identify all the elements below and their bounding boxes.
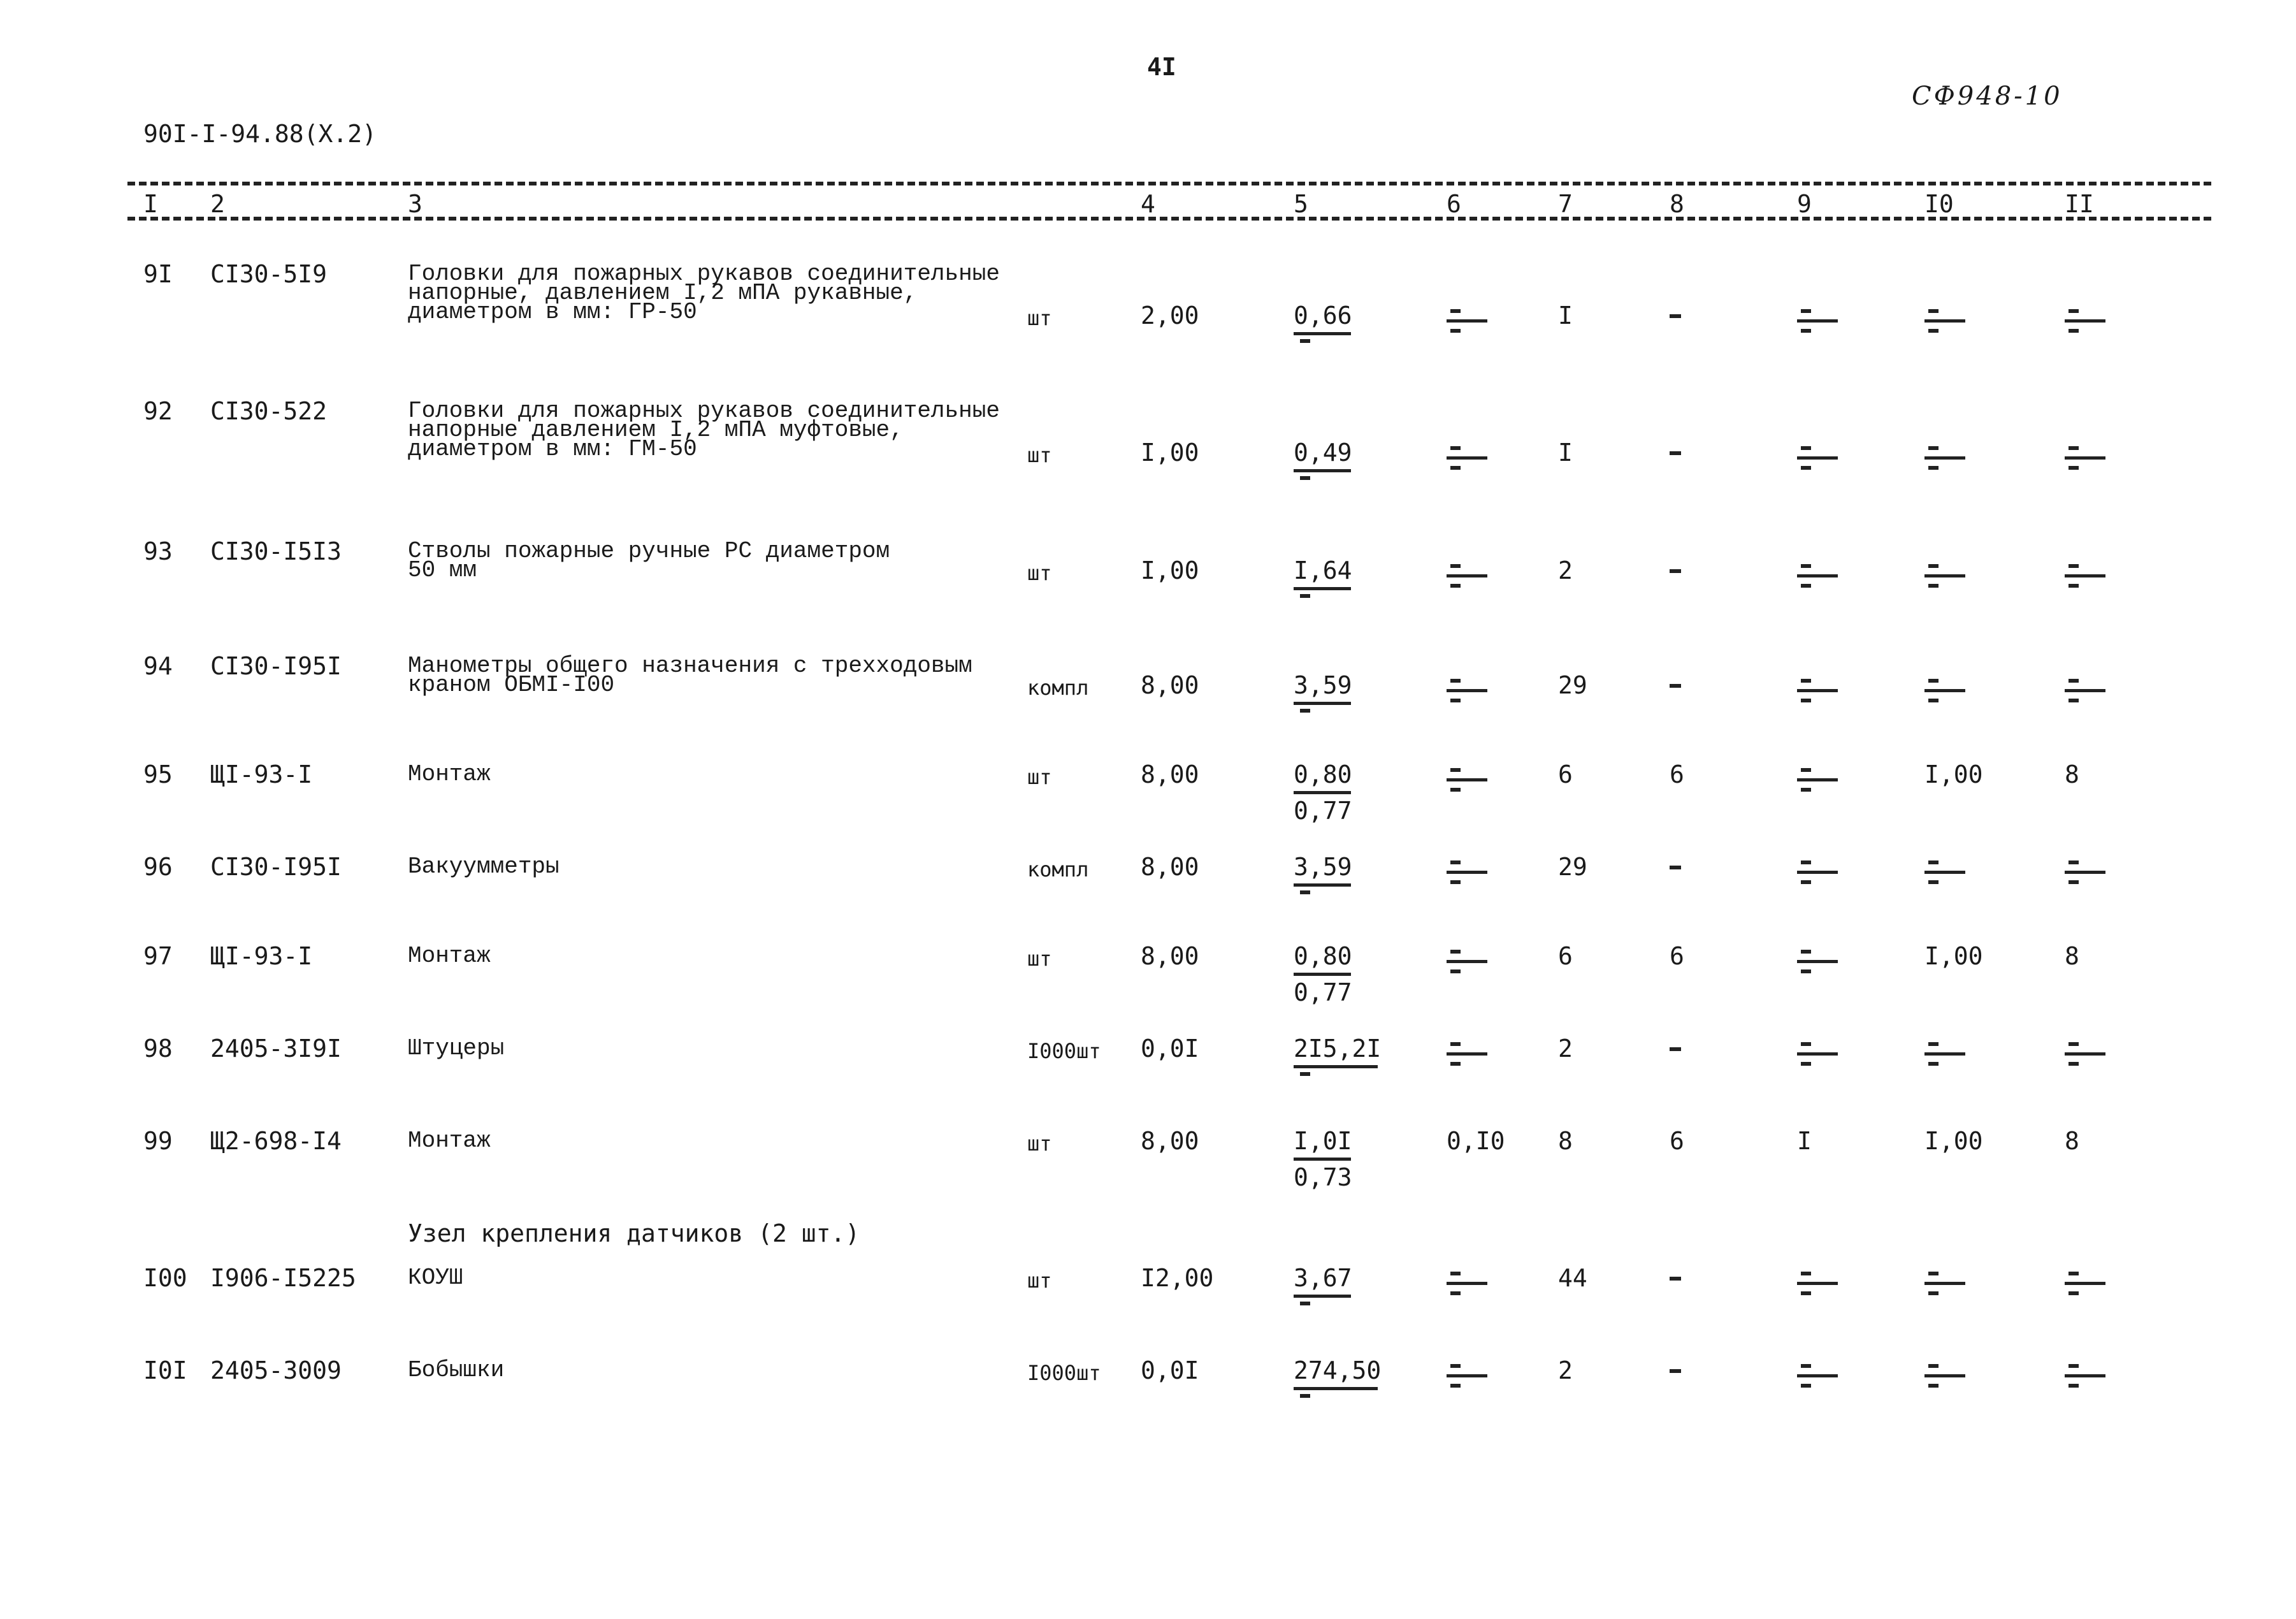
- row-col8-value: 6: [1670, 1127, 1684, 1155]
- row-unit: I000шт: [1027, 1039, 1101, 1063]
- row-quantity: 8,00: [1141, 760, 1199, 788]
- row-col9-value: I: [1797, 1127, 1812, 1155]
- col5-denominator: [1300, 476, 1310, 480]
- row-col7-value: 29: [1558, 853, 1587, 881]
- col5-numerator: 0,49: [1294, 439, 1352, 467]
- row-col8-value: [1670, 684, 1681, 688]
- column-header-9: 9: [1797, 190, 1812, 218]
- row-col6-value: 0,I0: [1447, 1127, 1505, 1155]
- row-col6-value: [1447, 564, 1491, 588]
- col5-denominator: 0,77: [1294, 797, 1352, 825]
- row-col7-value: 29: [1558, 671, 1587, 699]
- row-col11-value: 8: [2065, 1127, 2079, 1155]
- col5-numerator: 274,50: [1294, 1356, 1382, 1384]
- row-col8-value: [1670, 1277, 1681, 1281]
- row-code: СI30-I5I3: [210, 537, 342, 565]
- column-header-5: 5: [1294, 190, 1308, 218]
- row-col7-value: 8: [1558, 1127, 1573, 1155]
- col5-denominator: [1300, 1302, 1310, 1305]
- col5-denominator: 0,73: [1294, 1163, 1352, 1191]
- column-header-7: 7: [1558, 190, 1573, 218]
- row-col5-value: [1294, 853, 1352, 894]
- row-quantity: 8,00: [1141, 1127, 1199, 1155]
- row-col9-value: [1797, 1272, 1842, 1295]
- row-col7-value: 2: [1558, 1035, 1573, 1063]
- col5-numerator: 3,59: [1294, 671, 1352, 699]
- col5-numerator: 0,66: [1294, 301, 1352, 330]
- row-unit: шт: [1027, 947, 1052, 971]
- row-unit: компл: [1027, 676, 1089, 700]
- col5-denominator: [1300, 709, 1310, 713]
- row-col5-value: [1294, 760, 1352, 824]
- column-header-4: 4: [1141, 190, 1155, 218]
- row-col6-value: [1447, 768, 1491, 792]
- row-quantity: I,00: [1141, 556, 1199, 584]
- col5-numerator: 0,80: [1294, 942, 1352, 970]
- row-description: Монтаж: [408, 761, 491, 787]
- handwritten-note: СФ948-10: [1912, 82, 2063, 111]
- row-number: 98: [143, 1035, 173, 1063]
- row-col8-value: [1670, 569, 1681, 573]
- row-unit: I000шт: [1027, 1361, 1101, 1385]
- col5-denominator: [1300, 1072, 1310, 1076]
- row-unit: шт: [1027, 306, 1052, 330]
- row-col8-value: [1670, 314, 1681, 318]
- row-col5-value: [1294, 1127, 1352, 1190]
- row-code: ЩI-93-I: [210, 942, 313, 970]
- row-col5-value: [1294, 556, 1352, 598]
- row-number: I0I: [143, 1356, 187, 1384]
- row-col7-value: 2: [1558, 556, 1573, 584]
- row-quantity: 0,0I: [1141, 1356, 1199, 1384]
- row-col9-value: [1797, 679, 1842, 702]
- row-code: I906-I5225: [210, 1264, 356, 1292]
- row-col10-value: I,00: [1924, 1127, 1983, 1155]
- row-col5-value: [1294, 1035, 1381, 1076]
- col5-numerator: 2I5,2I: [1294, 1035, 1382, 1063]
- row-col11-value: 8: [2065, 760, 2079, 788]
- row-col6-value: [1447, 1042, 1491, 1066]
- row-col5-value: [1294, 1356, 1381, 1398]
- row-description: Вакуумметры: [408, 853, 560, 880]
- row-col6-value: [1447, 1364, 1491, 1388]
- row-unit: компл: [1027, 857, 1089, 882]
- col5-denominator: [1300, 339, 1310, 343]
- row-col7-value: 6: [1558, 942, 1573, 970]
- row-unit: шт: [1027, 1268, 1052, 1293]
- row-col11-value: [2065, 1272, 2109, 1295]
- col5-denominator: [1300, 594, 1310, 598]
- row-description: Бобышки: [408, 1357, 505, 1383]
- row-description: Головки для пожарных рукавов соединительные напорные давлением I,2 мПА муфтовые, диаметром в мм: ГМ-50: [408, 398, 1000, 462]
- row-quantity: 8,00: [1141, 671, 1199, 699]
- row-col10-value: [1924, 679, 1969, 702]
- col5-denominator: [1300, 890, 1310, 894]
- row-number: 96: [143, 853, 173, 881]
- row-number: 9I: [143, 260, 173, 288]
- column-header-6: 6: [1447, 190, 1461, 218]
- row-quantity: 0,0I: [1141, 1035, 1199, 1063]
- row-col6-value: [1447, 679, 1491, 702]
- row-unit: шт: [1027, 561, 1052, 585]
- row-quantity: I2,00: [1141, 1264, 1214, 1292]
- row-number: 97: [143, 942, 173, 970]
- row-col6-value: [1447, 950, 1491, 973]
- row-number: 92: [143, 397, 173, 425]
- col5-denominator: 0,77: [1294, 978, 1352, 1006]
- document-code: 90I-I-94.88(X.2): [143, 120, 377, 148]
- row-col11-value: [2065, 679, 2109, 702]
- row-unit: шт: [1027, 1131, 1052, 1156]
- row-col5-value: [1294, 942, 1352, 1005]
- row-col9-value: [1797, 446, 1842, 470]
- column-header-11: II: [2065, 190, 2094, 218]
- row-col10-value: [1924, 564, 1969, 588]
- row-col6-value: [1447, 1272, 1491, 1295]
- row-col8-value: 6: [1670, 760, 1684, 788]
- row-col11-value: [2065, 1364, 2109, 1388]
- column-header-2: 2: [210, 190, 225, 218]
- row-col11-value: [2065, 1042, 2109, 1066]
- row-col8-value: [1670, 451, 1681, 455]
- row-code: СI30-522: [210, 397, 328, 425]
- column-header-10: I0: [1924, 190, 1954, 218]
- row-number: 95: [143, 760, 173, 788]
- row-col8-value: 6: [1670, 942, 1684, 970]
- row-col11-value: [2065, 860, 2109, 884]
- row-code: ЩI-93-I: [210, 760, 313, 788]
- row-col10-value: [1924, 1272, 1969, 1295]
- section-title: Узел крепления датчиков (2 шт.): [408, 1219, 860, 1247]
- row-col10-value: [1924, 1042, 1969, 1066]
- row-col7-value: I: [1558, 439, 1573, 467]
- row-col9-value: [1797, 860, 1842, 884]
- row-description: КОУШ: [408, 1265, 463, 1291]
- row-quantity: 8,00: [1141, 942, 1199, 970]
- row-description: Штуцеры: [408, 1035, 505, 1061]
- row-col5-value: [1294, 1264, 1352, 1305]
- column-header-8: 8: [1670, 190, 1684, 218]
- row-col5-value: [1294, 671, 1352, 713]
- page-number: 4I: [1147, 53, 1176, 81]
- row-number: 93: [143, 537, 173, 565]
- col5-numerator: I,0I: [1294, 1127, 1352, 1155]
- row-number: I00: [143, 1264, 187, 1292]
- row-code: 2405-3009: [210, 1356, 342, 1384]
- row-col11-value: [2065, 446, 2109, 470]
- col5-numerator: 3,59: [1294, 853, 1352, 881]
- column-header-1: I: [143, 190, 158, 218]
- row-code: 2405-3I9I: [210, 1035, 342, 1063]
- row-col10-value: [1924, 860, 1969, 884]
- row-description: Головки для пожарных рукавов соединительные напорные, давлением I,2 мПА рукавные, диаметром в мм: ГР-50: [408, 261, 1000, 325]
- row-code: СI30-5I9: [210, 260, 328, 288]
- row-col5-value: [1294, 301, 1352, 343]
- row-col10-value: [1924, 446, 1969, 470]
- row-col8-value: [1670, 1369, 1681, 1373]
- row-quantity: 2,00: [1141, 301, 1199, 330]
- row-col6-value: [1447, 860, 1491, 884]
- header-bottom-rule: [127, 217, 2211, 221]
- row-col11-value: [2065, 564, 2109, 588]
- col5-numerator: 0,80: [1294, 760, 1352, 788]
- col5-denominator: [1300, 1394, 1310, 1398]
- row-description: Стволы пожарные ручные РС диаметром 50 мм: [408, 538, 890, 583]
- row-code: Щ2-698-I4: [210, 1127, 342, 1155]
- row-col8-value: [1670, 866, 1681, 869]
- col5-numerator: 3,67: [1294, 1264, 1352, 1292]
- row-col9-value: [1797, 1364, 1842, 1388]
- row-description: Монтаж: [408, 943, 491, 969]
- row-description: Манометры общего назначения с трехходовым краном ОБМI-I00: [408, 653, 972, 698]
- row-description: Монтаж: [408, 1128, 491, 1154]
- row-quantity: I,00: [1141, 439, 1199, 467]
- row-col7-value: 44: [1558, 1264, 1587, 1292]
- row-col9-value: [1797, 950, 1842, 973]
- row-col10-value: I,00: [1924, 942, 1983, 970]
- row-col7-value: 2: [1558, 1356, 1573, 1384]
- row-col10-value: [1924, 309, 1969, 333]
- row-number: 94: [143, 652, 173, 680]
- row-col9-value: [1797, 309, 1842, 333]
- row-col5-value: [1294, 439, 1352, 480]
- row-col10-value: [1924, 1364, 1969, 1388]
- header-top-rule: [127, 182, 2211, 185]
- row-col9-value: [1797, 564, 1842, 588]
- row-col10-value: I,00: [1924, 760, 1983, 788]
- row-col7-value: I: [1558, 301, 1573, 330]
- row-number: 99: [143, 1127, 173, 1155]
- row-col8-value: [1670, 1047, 1681, 1051]
- row-col9-value: [1797, 1042, 1842, 1066]
- row-col7-value: 6: [1558, 760, 1573, 788]
- row-code: СI30-I95I: [210, 853, 342, 881]
- row-col9-value: [1797, 768, 1842, 792]
- row-unit: шт: [1027, 443, 1052, 467]
- col5-numerator: I,64: [1294, 556, 1352, 584]
- row-col6-value: [1447, 446, 1491, 470]
- row-unit: шт: [1027, 765, 1052, 789]
- row-col6-value: [1447, 309, 1491, 333]
- row-col11-value: 8: [2065, 942, 2079, 970]
- row-code: СI30-I95I: [210, 652, 342, 680]
- column-header-3: 3: [408, 190, 422, 218]
- row-quantity: 8,00: [1141, 853, 1199, 881]
- row-col11-value: [2065, 309, 2109, 333]
